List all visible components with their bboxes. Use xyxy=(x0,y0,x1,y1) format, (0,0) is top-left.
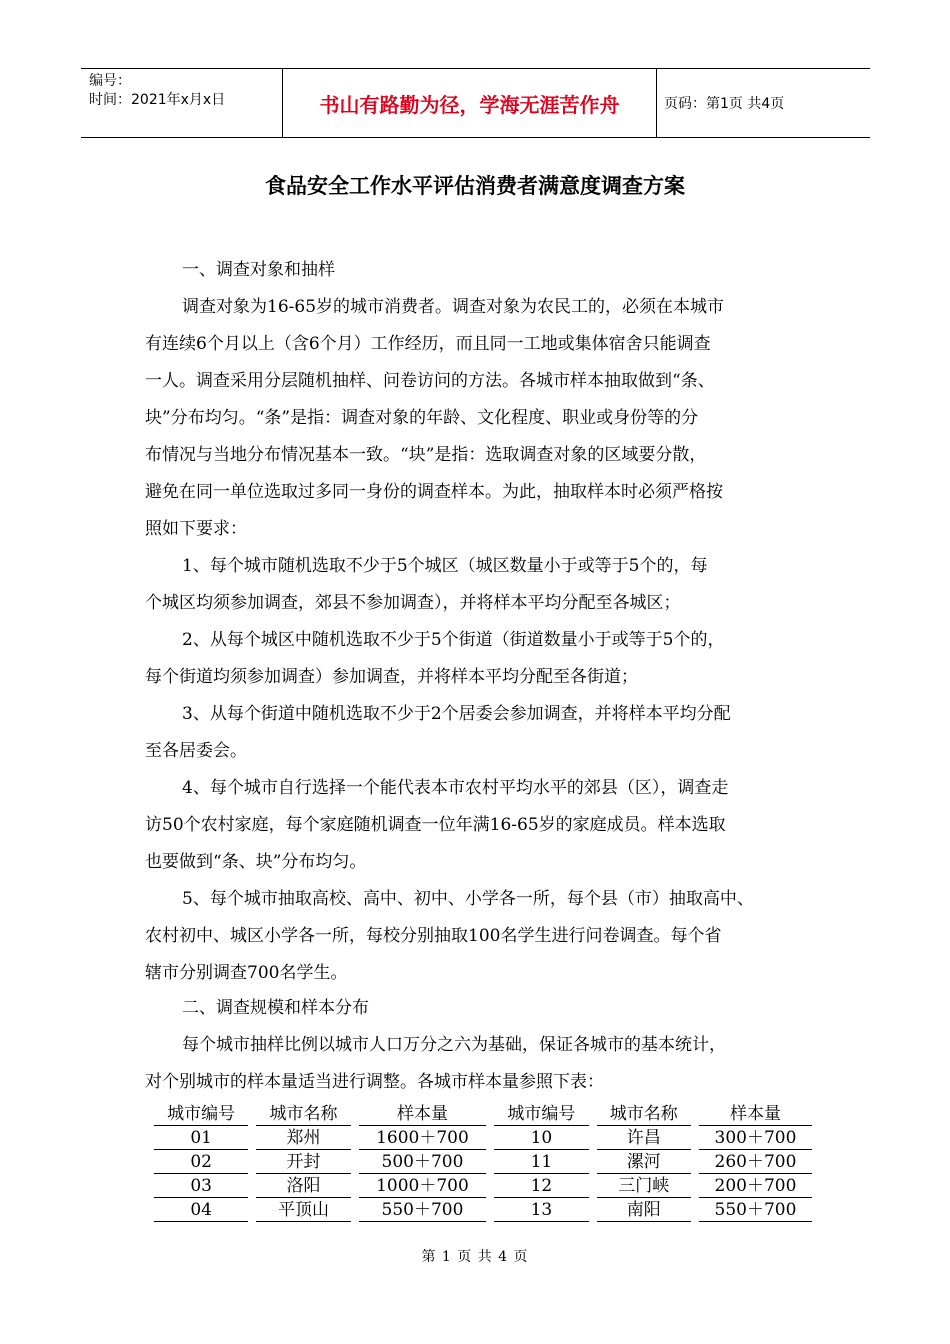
table-cell: 13 xyxy=(490,1198,592,1222)
column-header: 城市编号 xyxy=(150,1102,252,1126)
paragraph-line: 至各居委会。 xyxy=(145,741,247,761)
paragraph-line: 布情况与当地分布情况基本一致。“块”是指：选取调查对象的区域要分散， xyxy=(145,445,707,465)
document-number-label: 编号： xyxy=(89,73,131,89)
table-cell: 1600＋700 xyxy=(355,1126,491,1150)
table-cell: 11 xyxy=(490,1150,592,1174)
column-header: 样本量 xyxy=(355,1102,491,1126)
column-header: 城市名称 xyxy=(593,1102,695,1126)
paragraph-line: 也要做到“条、块”分布均匀。 xyxy=(145,852,367,872)
table-cell: 1000＋700 xyxy=(355,1174,491,1198)
table-cell: 三门峡 xyxy=(593,1174,695,1198)
paragraph-line: 访50个农村家庭，每个家庭随机调查一位年满16-65岁的家庭成员。样本选取 xyxy=(145,815,726,835)
table-cell: 01 xyxy=(150,1126,252,1150)
column-header: 城市名称 xyxy=(252,1102,354,1126)
document-title: 食品安全工作水平评估消费者满意度调查方案 xyxy=(265,174,685,198)
column-header: 样本量 xyxy=(695,1102,816,1126)
paragraph-line: 5、每个城市抽取高校、高中、初中、小学各一所，每个县（市）抽取高中、 xyxy=(182,889,754,909)
table-header-row xyxy=(150,1102,816,1126)
section-heading: 一、调查对象和抽样 xyxy=(182,260,335,280)
paragraph-line: 块”分布均匀。“条”是指：调查对象的年龄、文化程度、职业或身份等的分 xyxy=(145,408,699,428)
paragraph-line: 一人。调查采用分层随机抽样、问卷访问的方法。各城市样本抽取做到“条、 xyxy=(145,371,715,391)
paragraph-line: 农村初中、城区小学各一所，每校分别抽取100名学生进行问卷调查。每个省 xyxy=(145,926,722,946)
paragraph-line: 有连续6个月以上（含6个月）工作经历，而且同一工地或集体宿舍只能调查 xyxy=(145,334,711,354)
paragraph-line: 每个街道均须参加调查）参加调查，并将样本平均分配至各街道； xyxy=(145,667,638,687)
paragraph-line: 对个别城市的样本量适当进行调整。各城市样本量参照下表： xyxy=(145,1072,604,1092)
paragraph-line: 1、每个城市随机选取不少于5个城区（城区数量小于或等于5个的，每 xyxy=(182,556,708,576)
table-cell: 开封 xyxy=(252,1150,354,1174)
paragraph-line: 2、从每个城区中随机选取不少于5个街道（街道数量小于或等于5个的， xyxy=(182,630,725,650)
table-cell: 南阳 xyxy=(593,1198,695,1222)
page-header xyxy=(81,68,870,138)
table-cell: 500＋700 xyxy=(355,1150,491,1174)
table-cell: 郑州 xyxy=(252,1126,354,1150)
paragraph-line: 辖市分别调查700名学生。 xyxy=(145,963,348,983)
table-cell: 许昌 xyxy=(593,1126,695,1150)
header-motto: 书山有路勤为径，学海无涯苦作舟 xyxy=(282,69,657,137)
table-row xyxy=(150,1198,816,1222)
table-cell: 洛阳 xyxy=(252,1174,354,1198)
paragraph-line: 3、从每个街道中随机选取不少于2个居委会参加调查，并将样本平均分配 xyxy=(182,704,731,724)
table-cell: 550＋700 xyxy=(355,1198,491,1222)
paragraph-line: 照如下要求： xyxy=(145,519,247,539)
paragraph-line: 调查对象为16-65岁的城市消费者。调查对象为农民工的，必须在本城市 xyxy=(182,297,725,317)
table-cell: 550＋700 xyxy=(695,1198,816,1222)
header-page-number: 页码：第1页 共4页 xyxy=(664,96,785,112)
table-cell: 04 xyxy=(150,1198,252,1222)
table-row xyxy=(150,1174,816,1198)
table-row xyxy=(150,1126,816,1150)
table-row xyxy=(150,1150,816,1174)
paragraph-line: 避免在同一单位选取过多同一身份的调查样本。为此，抽取样本时必须严格按 xyxy=(145,482,723,502)
document-time-label: 时间：2021年x月x日 xyxy=(89,92,226,108)
table-cell: 10 xyxy=(490,1126,592,1150)
header-meta xyxy=(81,69,282,137)
table-cell: 300＋700 xyxy=(695,1126,816,1150)
table-cell: 260＋700 xyxy=(695,1150,816,1174)
sample-size-table xyxy=(150,1102,816,1222)
table-cell: 200＋700 xyxy=(695,1174,816,1198)
column-header: 城市编号 xyxy=(490,1102,592,1126)
table-cell: 02 xyxy=(150,1150,252,1174)
page-footer: 第 1 页 共 4 页 xyxy=(421,1249,529,1265)
table-cell: 12 xyxy=(490,1174,592,1198)
table-cell: 平顶山 xyxy=(252,1198,354,1222)
section-heading: 二、调查规模和样本分布 xyxy=(182,998,369,1018)
table-cell: 03 xyxy=(150,1174,252,1198)
table-cell: 漯河 xyxy=(593,1150,695,1174)
paragraph-line: 每个城市抽样比例以城市人口万分之六为基础，保证各城市的基本统计， xyxy=(182,1035,726,1055)
paragraph-line: 个城区均须参加调查，郊县不参加调查），并将样本平均分配至各城区； xyxy=(145,593,681,613)
paragraph-line: 4、每个城市自行选择一个能代表本市农村平均水平的郊县（区），调查走 xyxy=(182,778,729,798)
